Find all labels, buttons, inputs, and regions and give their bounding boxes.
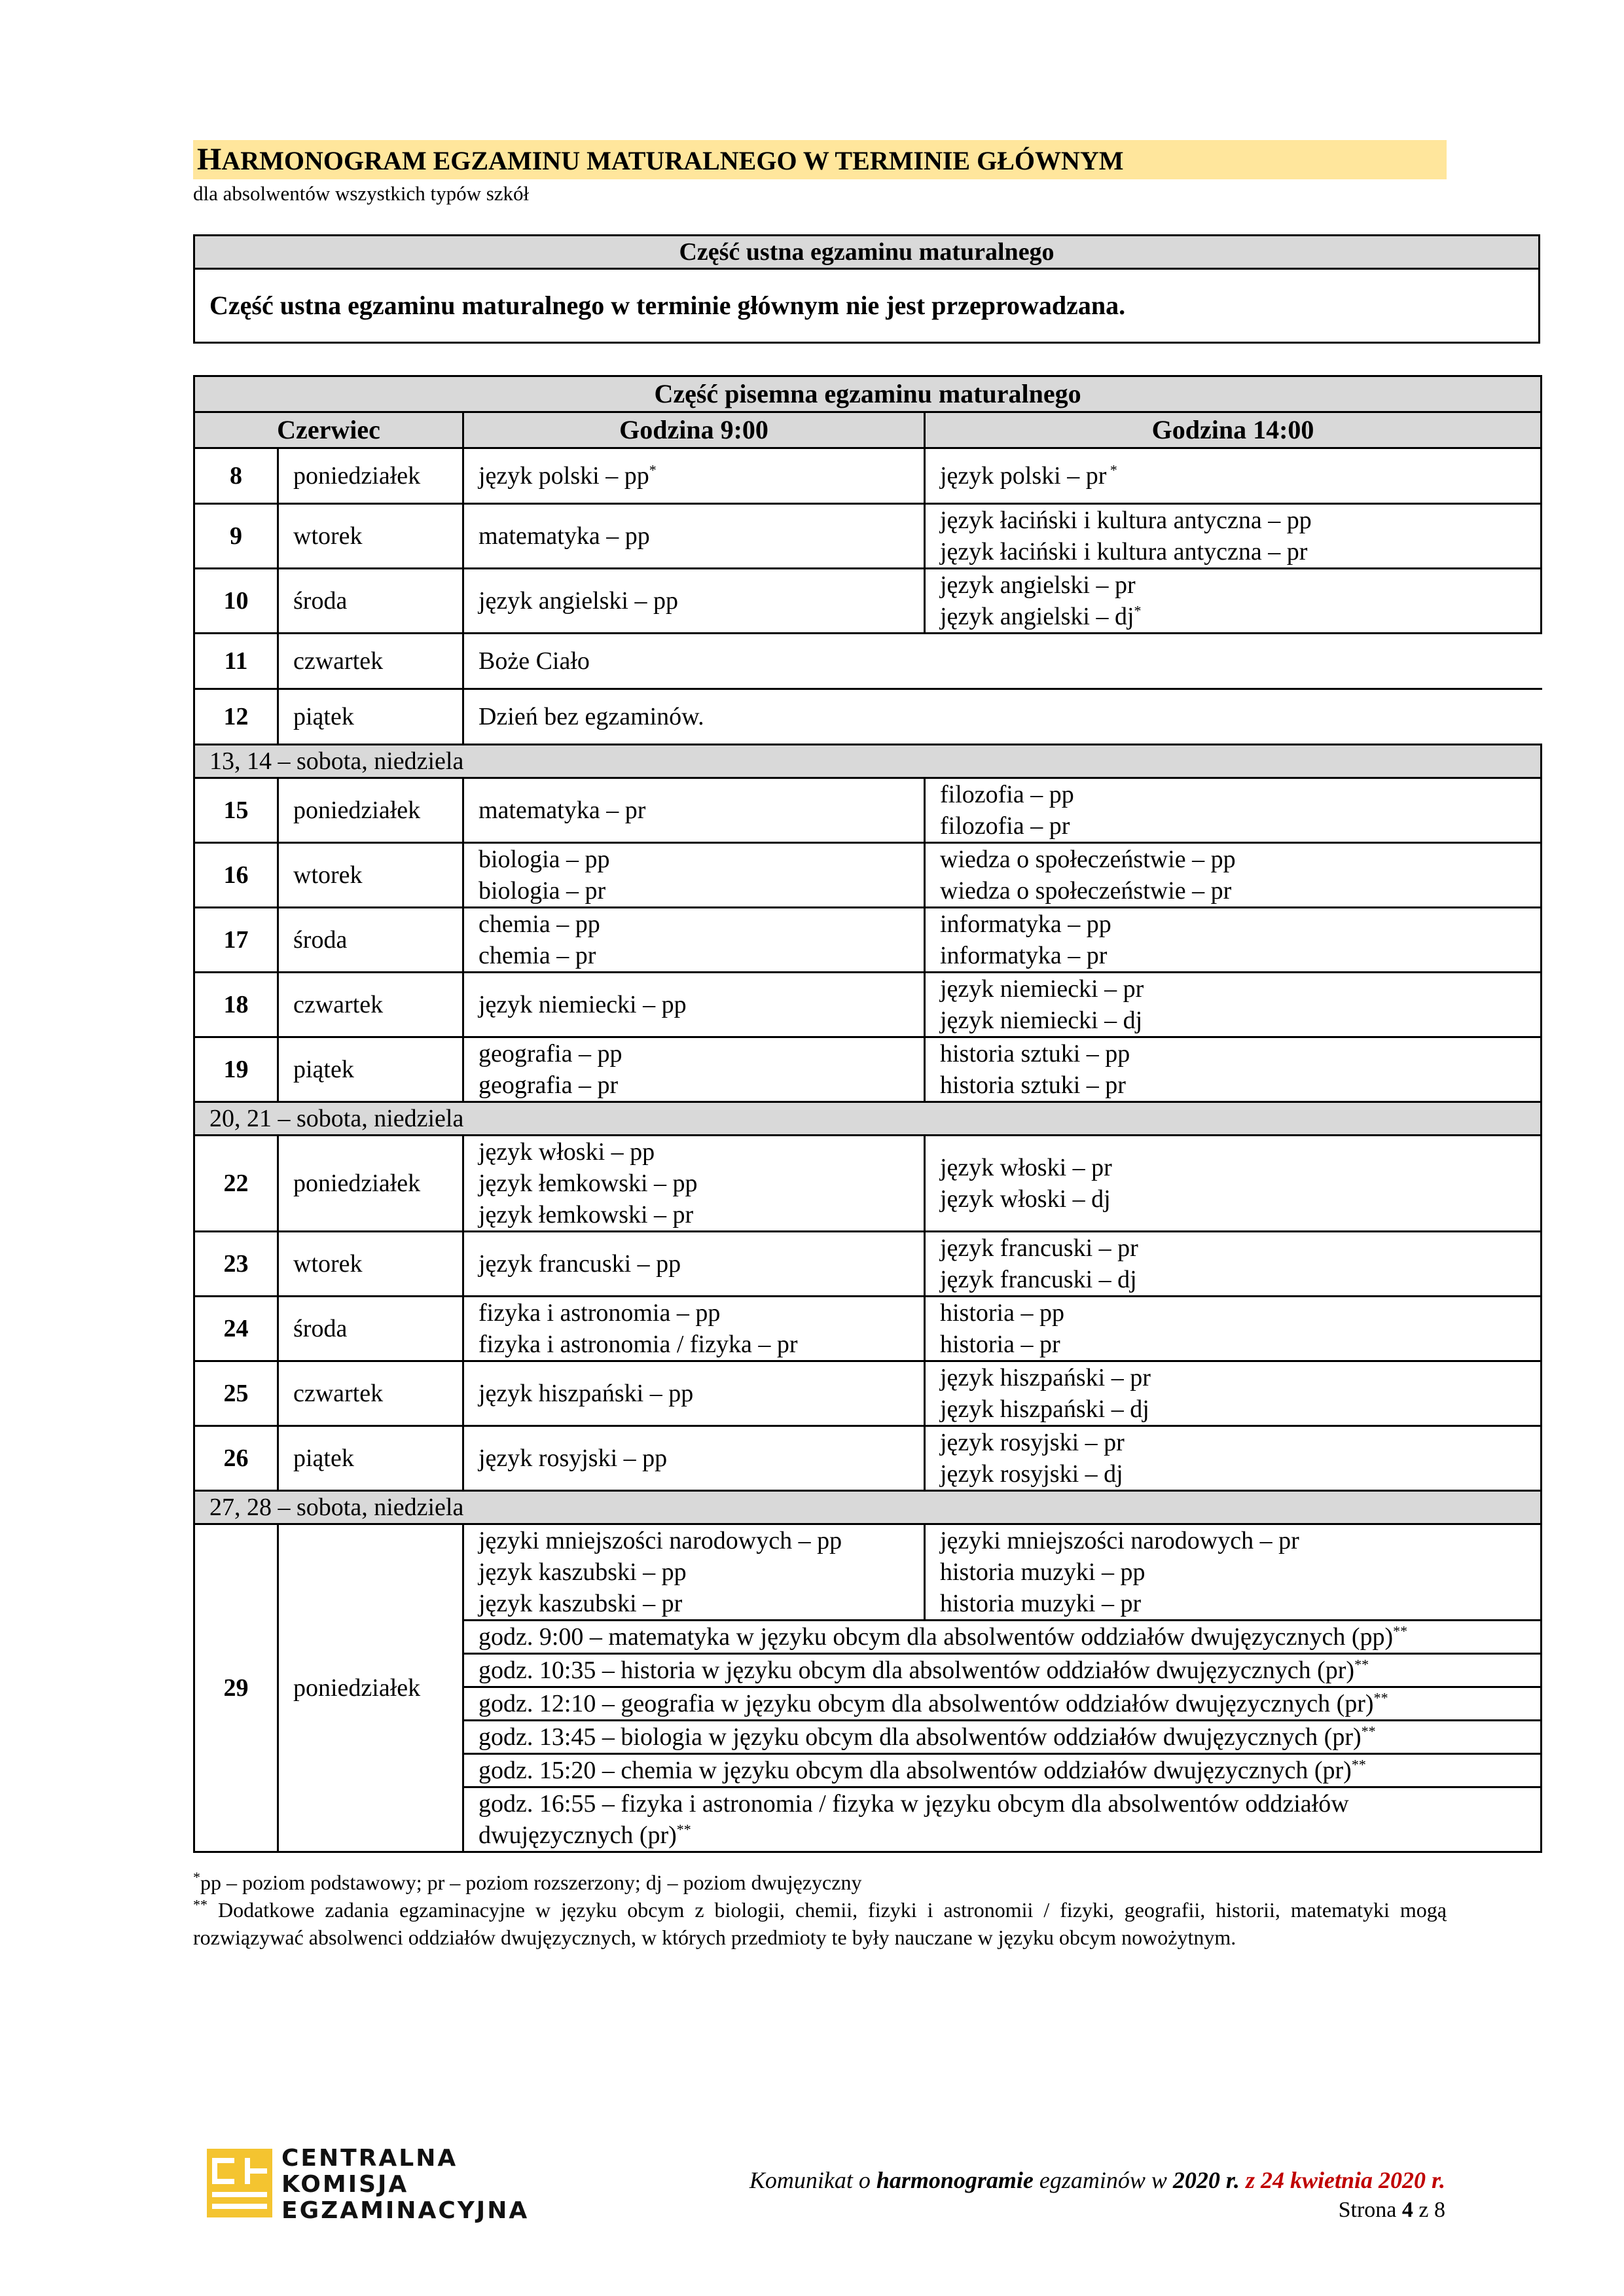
exam-2pm: język łaciński i kultura antyczna – pp język łaciński i kultura antyczna – pr	[925, 504, 1542, 569]
weekday: poniedziałek	[278, 1136, 463, 1232]
exam-2pm: filozofia – pp filozofia – pr	[925, 778, 1542, 843]
exam-9am: język włoski – pp język łemkowski – pp język łemkowski – pr	[463, 1136, 925, 1232]
oral-exam-message: Część ustna egzaminu maturalnego w terminie głównym nie jest przeprowadzana.	[194, 269, 1540, 343]
exam-day-row	[194, 448, 1542, 504]
bilingual-exam: godz. 16:55 – fizyka i astronomia / fizyka w języku obcym dla absolwentów oddziałów dwujęzycznych (pr)**	[463, 1787, 1542, 1852]
exam-day-row	[194, 504, 1542, 569]
day-note: Dzień bez egzaminów.	[463, 689, 1542, 745]
exam-day-row	[194, 973, 1542, 1037]
weekday: czwartek	[278, 634, 463, 689]
weekend-row: 13, 14 – sobota, niedziela	[194, 745, 1542, 778]
weekday: wtorek	[278, 1232, 463, 1297]
column-9am: Godzina 9:00	[463, 412, 925, 448]
exam-9am: język angielski – pp	[463, 569, 925, 634]
day-note: Boże Ciało	[463, 634, 1542, 689]
exam-2pm: historia – pp historia – pr	[925, 1297, 1542, 1361]
weekday: środa	[278, 908, 463, 973]
bilingual-exam: godz. 9:00 – matematyka w języku obcym dla absolwentów oddziałów dwujęzycznych (pp)**	[463, 1621, 1542, 1654]
weekday: środa	[278, 569, 463, 634]
exam-day-row	[194, 1361, 1542, 1426]
exam-day-row	[194, 634, 1542, 689]
exam-day-row	[194, 689, 1542, 745]
exam-2pm: język angielski – pr język angielski – dj*	[925, 569, 1542, 634]
weekday: piątek	[278, 1426, 463, 1491]
day-number: 11	[194, 634, 278, 689]
written-exam-header: Część pisemna egzaminu maturalnego	[194, 376, 1542, 412]
exam-2pm: historia sztuki – pp historia sztuki – pr	[925, 1037, 1542, 1102]
day-number: 25	[194, 1361, 278, 1426]
exam-2pm: wiedza o społeczeństwie – pp wiedza o społeczeństwie – pr	[925, 843, 1542, 908]
exam-day-row	[194, 778, 1542, 843]
day-number: 15	[194, 778, 278, 843]
exam-9am: chemia – pp chemia – pr	[463, 908, 925, 973]
footnote-2: ** Dodatkowe zadania egzaminacyjne w języku obcym z biologii, chemii, fizyki i astronomii / fizyki, geografii, historii, matematyki mogą rozwiązywać absolwenci oddziałów dwujęzycznych, w których przedmioty te były nauczane w języku obcym nowożytnym.	[193, 1896, 1447, 1949]
day-number: 10	[194, 569, 278, 634]
day-number: 12	[194, 689, 278, 745]
bilingual-exam: godz. 15:20 – chemia w języku obcym dla absolwentów oddziałów dwujęzycznych (pr)**	[463, 1754, 1542, 1787]
weekday: wtorek	[278, 504, 463, 569]
day-number: 8	[194, 448, 278, 504]
bilingual-exam: godz. 12:10 – geografia w języku obcym dla absolwentów oddziałów dwujęzycznych (pr)**	[463, 1687, 1542, 1721]
exam-9am: język hiszpański – pp	[463, 1361, 925, 1426]
exam-9am: matematyka – pp	[463, 504, 925, 569]
day-number: 22	[194, 1136, 278, 1232]
exam-9am: język rosyjski – pp	[463, 1426, 925, 1491]
day-number: 18	[194, 973, 278, 1037]
day-number: 17	[194, 908, 278, 973]
column-2pm: Godzina 14:00	[925, 412, 1542, 448]
exam-2pm: języki mniejszości narodowych – pr historia muzyki – pp historia muzyki – pr	[925, 1524, 1542, 1621]
footnotes	[193, 1869, 1447, 1951]
day-number: 23	[194, 1232, 278, 1297]
day-number: 16	[194, 843, 278, 908]
exam-2pm: język polski – pr *	[925, 448, 1542, 504]
weekday: czwartek	[278, 973, 463, 1037]
column-month: Czerwiec	[194, 412, 463, 448]
cke-logo-text: CENTRALNA KOMISJA EGZAMINACYJNA	[281, 2145, 530, 2224]
day-number: 9	[194, 504, 278, 569]
exam-2pm: informatyka – pp informatyka – pr	[925, 908, 1542, 973]
bilingual-exam: godz. 10:35 – historia w języku obcym dla absolwentów oddziałów dwujęzycznych (pr)**	[463, 1654, 1542, 1687]
weekday: piątek	[278, 1037, 463, 1102]
exam-day-row	[194, 1232, 1542, 1297]
cke-logo-mark	[207, 2149, 272, 2217]
exam-9am: języki mniejszości narodowych – pp język kaszubski – pp język kaszubski – pr	[463, 1524, 925, 1621]
bilingual-exam: godz. 13:45 – biologia w języku obcym dla absolwentów oddziałów dwujęzycznych (pr)**	[463, 1721, 1542, 1754]
exam-day-row	[194, 1297, 1542, 1361]
day-number: 26	[194, 1426, 278, 1491]
footer-communique: Komunikat o harmonogramie egzaminów w 2020 r. z 24 kwietnia 2020 r.	[749, 2167, 1445, 2193]
oral-exam-header: Część ustna egzaminu maturalnego	[194, 236, 1540, 269]
exam-2pm: język rosyjski – pr język rosyjski – dj	[925, 1426, 1542, 1491]
page-number: Strona 4 z 8	[1338, 2198, 1445, 2222]
day-number: 19	[194, 1037, 278, 1102]
day-number: 24	[194, 1297, 278, 1361]
weekday: poniedziałek	[278, 778, 463, 843]
logo-icon	[207, 2149, 272, 2217]
weekday: wtorek	[278, 843, 463, 908]
exam-day-row	[194, 1426, 1542, 1491]
weekend-row: 20, 21 – sobota, niedziela	[194, 1102, 1542, 1136]
exam-2pm: język francuski – pr język francuski – dj	[925, 1232, 1542, 1297]
footnote-1: *pp – poziom podstawowy; pr – poziom rozszerzony; dj – poziom dwujęzyczny	[193, 1869, 862, 1894]
page-title: HARMONOGRAM EGZAMINU MATURALNEGO W TERMINIE GŁÓWNYM	[193, 140, 1447, 179]
weekday: czwartek	[278, 1361, 463, 1426]
svg-text:CK: CK	[235, 2209, 244, 2216]
weekday: poniedziałek	[278, 448, 463, 504]
exam-day-row	[194, 1037, 1542, 1102]
exam-day-row	[194, 843, 1542, 908]
page-subtitle: dla absolwentów wszystkich typów szkół	[193, 182, 530, 205]
exam-9am: język francuski – pp	[463, 1232, 925, 1297]
exam-9am: język polski – pp*	[463, 448, 925, 504]
exam-2pm: język niemiecki – pr język niemiecki – dj	[925, 973, 1542, 1037]
exam-9am: fizyka i astronomia – pp fizyka i astronomia / fizyka – pr	[463, 1297, 925, 1361]
weekday: piątek	[278, 689, 463, 745]
day-number: 29	[194, 1524, 278, 1852]
exam-2pm: język hiszpański – pr język hiszpański – dj	[925, 1361, 1542, 1426]
exam-day-row	[194, 569, 1542, 634]
exam-9am: język niemiecki – pp	[463, 973, 925, 1037]
weekend-row: 27, 28 – sobota, niedziela	[194, 1491, 1542, 1524]
exam-9am: biologia – pp biologia – pr	[463, 843, 925, 908]
exam-day-row	[194, 1136, 1542, 1232]
oral-exam-table	[193, 234, 1540, 344]
exam-9am: matematyka – pr	[463, 778, 925, 843]
written-exam-table	[193, 375, 1542, 1853]
exam-day-row	[194, 908, 1542, 973]
weekday: środa	[278, 1297, 463, 1361]
weekday: poniedziałek	[278, 1524, 463, 1852]
exam-9am: geografia – pp geografia – pr	[463, 1037, 925, 1102]
exam-2pm: język włoski – pr język włoski – dj	[925, 1136, 1542, 1232]
exam-day-row	[194, 1524, 1542, 1621]
